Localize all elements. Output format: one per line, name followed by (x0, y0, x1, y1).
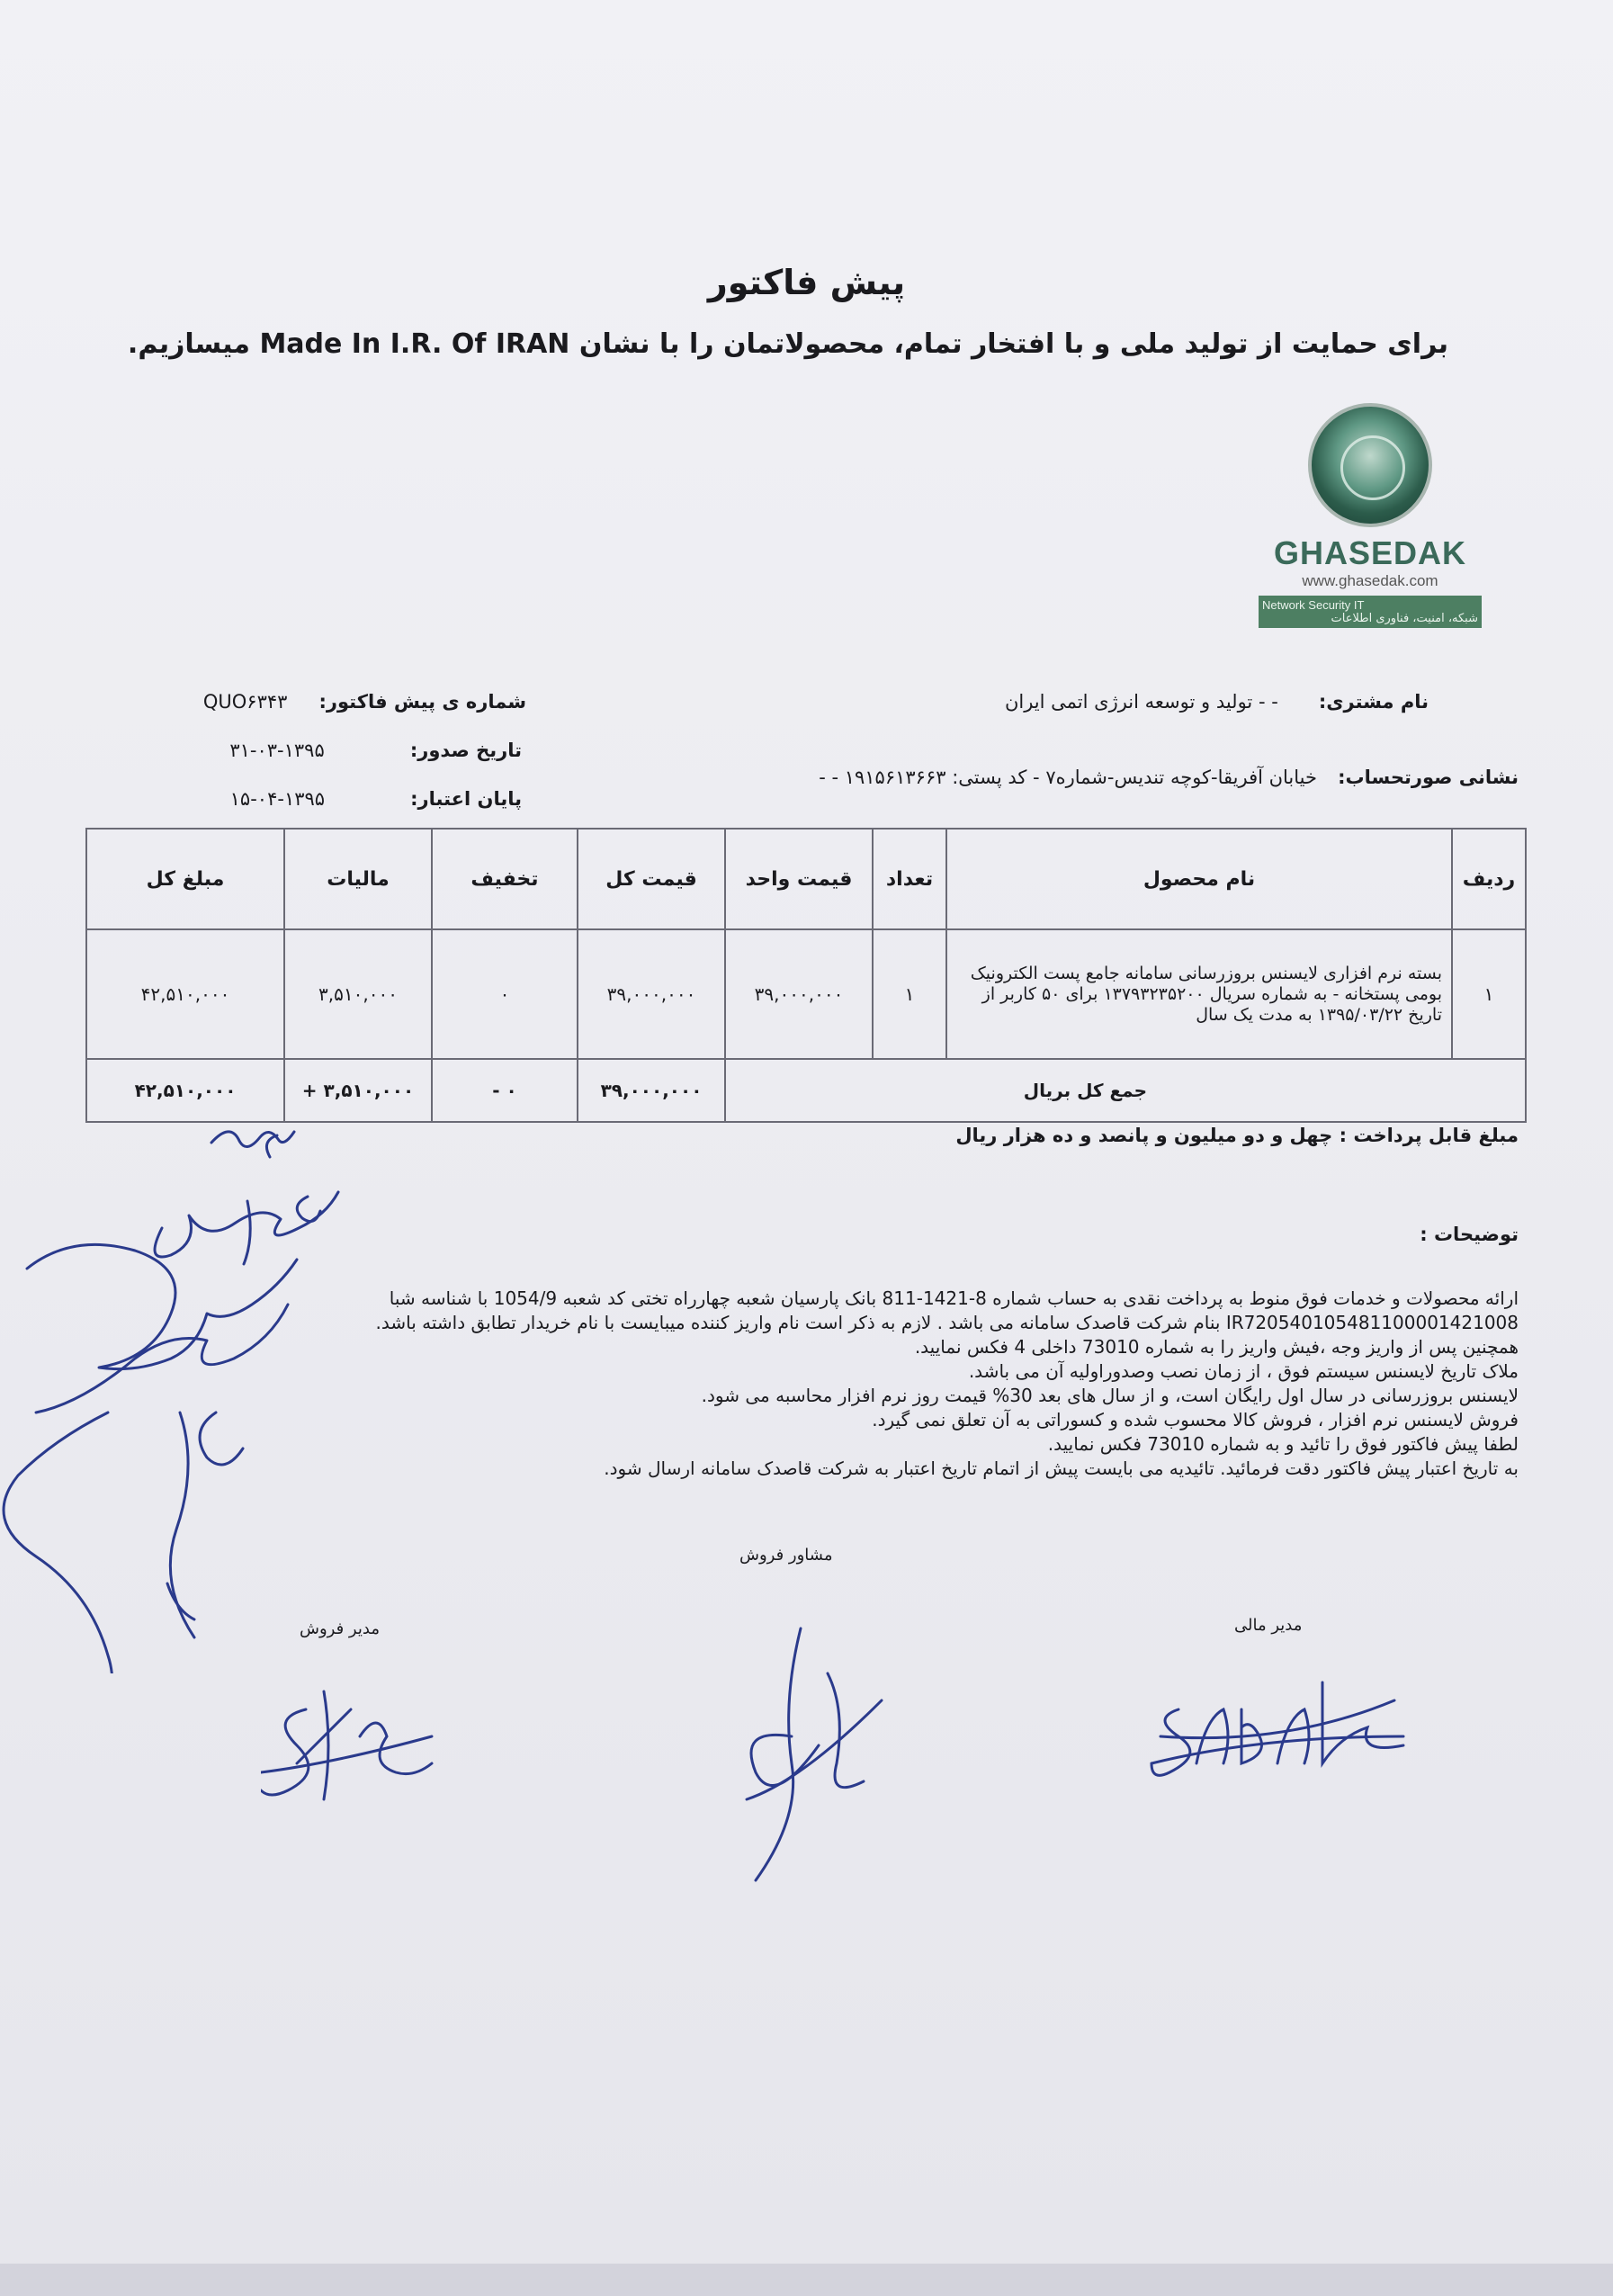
document-title: پیش فاکتور (707, 263, 906, 302)
notes-list (259, 1287, 1519, 1481)
cell-product: بسته نرم افزاری لایسنس بروزرسانی سامانه جامع پست الکترونیک بومی پستخانه - به شماره سریال ۱۳۷۹۳۲۳۵۲۰۰ برای ۵۰ کاربر از تاریخ ۱۳۹۵/۰۳/۲۲ به مدت یک سال (946, 929, 1452, 1059)
col-header-qty: تعداد (873, 829, 946, 929)
sales-manager-signature (261, 1673, 441, 1817)
note-line: ملاک تاریخ لایسنس سیستم فوق ، از زمان نصب وصدوراولیه آن می باشد. (968, 1360, 1519, 1382)
items-table (85, 828, 1527, 1123)
cell-amount: ۴۲,۵۱۰,۰۰۰ (86, 929, 284, 1059)
handwritten-note (0, 1116, 378, 1673)
table-edge-shadow (0, 2264, 1613, 2296)
total-tax: ۳,۵۱۰,۰۰۰ + (284, 1059, 432, 1122)
logo-band (1259, 596, 1482, 628)
col-header-discount: تخفیف (432, 829, 578, 929)
sales-manager-label: مدیر فروش (300, 1619, 380, 1638)
col-header-unit-price: قیمت واحد (725, 829, 873, 929)
note-line: همچنین پس از واریز وجه ،فیش واریز را به شماره 73010 داخلی 4 فکس نمایید. (914, 1336, 1519, 1358)
document-subtitle: برای حمایت از تولید ملی و با افتخار تمام، محصولاتمان را با نشان Made In I.R. Of IRAN میسازیم. (127, 328, 1448, 360)
col-header-product: نام محصول (946, 829, 1452, 929)
invoice-number-label: شماره ی پیش فاکتور: (318, 691, 526, 713)
cell-unit-price: ۳۹,۰۰۰,۰۰۰ (725, 929, 873, 1059)
note-line: لطفا پیش فاکتور فوق را تائید و به شماره 73010 فکس نمایید. (1047, 1433, 1519, 1455)
logo-url: www.ghasedak.com (1302, 572, 1438, 589)
customer-address-value: خیابان آفریقا-کوچه تندیس-شماره۷ - کد پستی: ۱۹۱۵۶۱۳۶۶۳ - - (819, 767, 1317, 788)
invoice-number (139, 691, 526, 713)
expiry-date (126, 788, 522, 810)
customer-name-label: نام مشتری: (1318, 691, 1429, 713)
table-total-row (86, 1059, 1526, 1122)
customer-address-label: نشانی صورتحساب: (1338, 767, 1519, 788)
logo-band-en: Network Security IT (1262, 598, 1365, 612)
issue-date-label: تاریخ صدور: (409, 740, 522, 761)
total-discount: ۰ - (432, 1059, 578, 1122)
company-logo (1258, 403, 1483, 628)
col-header-row: ردیف (1452, 829, 1526, 929)
expiry-date-label: پایان اعتبار: (410, 788, 522, 810)
customer-name-value: - - تولید و توسعه انرژی اتمی ایران (1004, 691, 1278, 713)
customer-name (925, 691, 1429, 713)
payable-amount: مبلغ قابل پرداخت : چهل و دو میلیون و پانصد و ده هزار ریال (955, 1125, 1519, 1146)
cell-total-price: ۳۹,۰۰۰,۰۰۰ (578, 929, 725, 1059)
note-line: ارائه محصولات و خدمات فوق منوط به پرداخت نقدی به حساب شماره 8-1421-811 بانک پارسیان شعبه چهارراه تختی کد شعبه 1054/9 با شناسه شبا (389, 1287, 1519, 1309)
note-line: IR720540105481100001421008 بنام شرکت قاصدک سامانه می باشد . لازم به ذکر است نام واریز کننده میبایست با نام خریدار تطابق داشته باشد. (375, 1312, 1519, 1333)
cell-row: ۱ (1452, 929, 1526, 1059)
consultant-signature (693, 1619, 900, 1889)
logo-emblem-icon (1308, 403, 1432, 527)
table-row (86, 929, 1526, 1059)
note-line: لایسنس بروزرسانی در سال اول رایگان است، و از سال های بعد 30% قیمت روز نرم افزار محاسبه می شود. (701, 1385, 1519, 1406)
logo-name: GHASEDAK (1273, 534, 1466, 571)
finance-manager-label: مدیر مالی (1234, 1616, 1303, 1635)
expiry-date-value: ۱۳۹۵-۰۴-۱۵ (229, 788, 326, 810)
invoice-number-value: QUO۶۳۴۳ (202, 691, 288, 713)
sales-consultant-label: مشاور فروش (739, 1546, 833, 1565)
cell-discount: ۰ (432, 929, 578, 1059)
issue-date (126, 740, 522, 761)
issue-date-value: ۱۳۹۵-۰۳-۳۱ (229, 740, 325, 761)
finance-manager-signature (1143, 1673, 1412, 1808)
total-label: جمع کل بریال (725, 1059, 1526, 1122)
total-price: ۳۹,۰۰۰,۰۰۰ (578, 1059, 725, 1122)
col-header-tax: مالیات (284, 829, 432, 929)
notes-title: توضیحات : (1420, 1224, 1519, 1245)
cell-qty: ۱ (873, 929, 946, 1059)
total-amount: ۴۲,۵۱۰,۰۰۰ (86, 1059, 284, 1122)
note-line: فروش لایسنس نرم افزار ، فروش کالا محسوب شده و کسوراتی به آن تعلق نمی گیرد. (872, 1409, 1519, 1431)
col-header-amount: مبلغ کل (86, 829, 284, 929)
cell-tax: ۳,۵۱۰,۰۰۰ (284, 929, 432, 1059)
logo-band-fa: شبکه، امنیت، فناوری اطلاعات (1331, 612, 1478, 625)
customer-address (655, 767, 1519, 788)
table-header-row (86, 829, 1526, 929)
col-header-total-price: قیمت کل (578, 829, 725, 929)
note-line: به تاریخ اعتبار پیش فاکتور دقت فرمائید. تائیدیه می بایست پیش از اتمام تاریخ اعتبار به شرکت قاصدک سامانه ارسال شود. (604, 1457, 1519, 1479)
